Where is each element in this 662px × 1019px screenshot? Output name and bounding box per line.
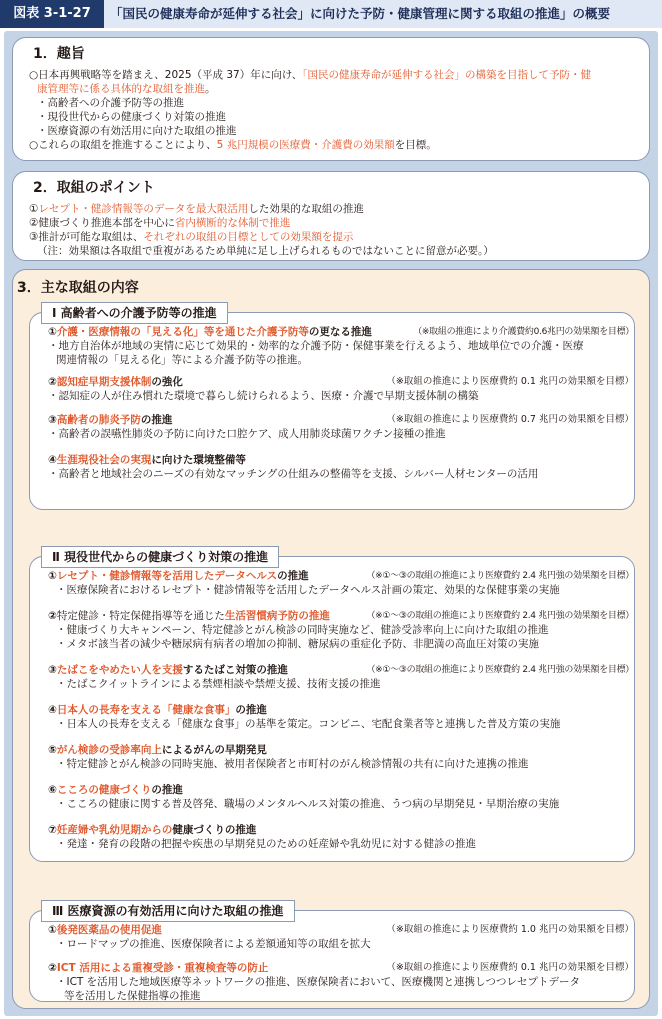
section-title: 1．趣旨 <box>33 46 85 62</box>
effect-note: （※取組の推進により医療費約 1.0 兆円の効果額を目標） <box>386 924 634 935</box>
group-working-age-health <box>29 556 635 862</box>
initiative-item: ⑤ がん検診の受診率向上 によるがんの早期発見 ・特定健診とがん検診の同時実施、被用者保険者と市町村のがん検診情報の共有に向けた連携の推進 <box>48 743 636 771</box>
figure-header <box>0 0 662 28</box>
item-bullet: ・特定健診とがん検診の同時実施、被用者保険者と市町村のがん検診情報の共有に向けた連携の推進 <box>56 758 529 770</box>
point-2: ②健康づくり推進本部を中心に省内横断的な体制で推進 <box>29 217 291 229</box>
purpose-bullet: ・現役世代からの健康づくり対策の推進 <box>37 111 226 123</box>
initiative-item: ⑥ こころの健康づくり の推進 ・こころの健康に関する普及啓発、職場のメンタルヘルス対策の推進、うつ病の早期発見・早期治療の実施 <box>48 783 636 811</box>
section-title: 3．主な取組の内容 <box>17 280 139 296</box>
item-bullet: ・健康づくり大キャンペーン、特定健診とがん検診の同時実施など、健診受診率向上に向けた取組の推進 <box>56 624 549 636</box>
initiative-item: ④ 日本人の長寿を支える「健康な食事」 の推進 ・日本人の長寿を支える「健康な食事」の基準を策定。コンビニ、宅配食業者等と連携した普及方策の実施 <box>48 703 636 731</box>
section-purpose <box>12 37 650 161</box>
purpose-paragraph-1: ○日本再興戦略等を踏まえ、2025（平成 37）年に向け、「国民の健康寿命が延伸する社会」の構築を目指して予防・健 <box>29 69 592 81</box>
figure-label: 図表 3-1-27 <box>0 0 104 28</box>
item-bullet: ・高齢者と地域社会のニーズの有効なマッチングの仕組みの整備等を支援、シルバー人材センターの活用 <box>48 468 539 480</box>
effect-note: （※取組の推進により医療費約 0.7 兆円の効果額を目標） <box>386 414 634 425</box>
item-bullet: ・発達・発育の段階の把握や疾患の早期発見のための妊産婦や乳幼児に対する健診の推進 <box>56 838 476 850</box>
group-label: Ⅱ 現役世代からの健康づくり対策の推進 <box>41 546 279 568</box>
effect-note: （※取組の推進により医療費約 0.1 兆円の効果額を目標） <box>386 376 634 387</box>
group-medical-resources <box>29 910 635 1002</box>
item-bullet: ・日本人の長寿を支える「健康な食事」の基準を策定。コンビニ、宅配食業者等と連携した普及方策の実施 <box>56 718 561 730</box>
initiative-item: ① レセプト・健診情報等を活用したデータヘルス の推進 （※①～③の取組の推進により医療費約 2.4 兆円強の効果額を目標） ・医療保険者におけるレセプト・健診情報等を活用したデータヘルス計画の策定、効果的な保健事業の実施 <box>48 570 634 596</box>
item-bullet: ・ICT を活用した地域医療等ネットワークの推進、医療保険者において、医療機関と連携しつつレセプトデータ <box>56 976 580 988</box>
point-3-note: （注：効果額は各取組で重複があるため単純に足し上げられるものではないことに留意が必要。） <box>37 245 494 257</box>
item-bullet: ・地方自治体が地域の実情に応じて効果的・効率的な介護予防・保健事業を行えるよう、地域単位での介護・医療 <box>48 340 584 352</box>
item-bullet: ・メタボ該当者の減少や糖尿病有病者の増加の抑制、糖尿病の重症化予防、非肥満の高血圧対策の実施 <box>56 638 539 650</box>
point-3: ③推計が可能な取組は、それぞれの取組の目標としての効果額を提示 <box>29 231 354 243</box>
initiative-item: ③ たばこをやめたい人を支援 するたばこ対策の推進 （※①～③の取組の推進により医療費約 2.4 兆円強の効果額を目標） ・たばこクイットラインによる禁煙相談や禁煙支援、技術支援の推進 <box>48 664 634 690</box>
group-label: Ⅲ 医療資源の有効活用に向けた取組の推進 <box>41 900 295 922</box>
item-bullet-cont: 関連情報の「見える化」等による介護予防等の推進。 <box>56 354 308 366</box>
initiative-item: ② 認知症早期支援体制 の強化 （※取組の推進により医療費約 0.1 兆円の効果額を目標） ・認知症の人が住み慣れた環境で暮らし続けられるよう、医療・介護で早期支援体制の構築 <box>48 376 634 402</box>
initiative-item: ④ 生涯現役社会の実現 に向けた環境整備等 ・高齢者と地域社会のニーズの有効なマッチングの仕組みの整備等を支援、シルバー人材センターの活用 <box>48 453 636 481</box>
item-bullet: ・ロードマップの推進、医療保険者による差額通知等の取組を拡大 <box>56 938 371 950</box>
item-bullet-cont: 等を活用した保健指導の推進 <box>64 990 201 1002</box>
initiative-item: ⑦ 妊産婦や乳幼児期からの 健康づくりの推進 ・発達・発育の段階の把握や疾患の早期発見のための妊産婦や乳幼児に対する健診の推進 <box>48 823 636 851</box>
initiative-item: ② 特定健診・特定保健指導等を通じた 生活習慣病予防の推進 （※①～③の取組の推進により医療費約 2.4 兆円強の効果額を目標） ・健康づくり大キャンペーン、特定健診とがん検診の同時実施など、健診受診率向上に向けた取組の推進 ・メタボ該当者の減少や糖尿病有病者の増加の抑制、糖尿病の重症化予防、非肥満の高血圧対策の実施 <box>48 610 634 650</box>
effect-note: （※取組の推進により医療費約 0.1 兆円の効果額を目標） <box>386 962 634 973</box>
effect-note: （※取組の推進により介護費約0.6兆円の効果額を目標） <box>413 327 634 337</box>
item-bullet: ・高齢者の誤嚥性肺炎の予防に向けた口腔ケア、成人用肺炎球菌ワクチン接種の推進 <box>48 428 446 440</box>
section-main-initiatives <box>12 269 650 1009</box>
effect-note: （※①～③の取組の推進により医療費約 2.4 兆円強の効果額を目標） <box>366 571 634 581</box>
item-bullet: ・認知症の人が住み慣れた環境で暮らし続けられるよう、医療・介護で早期支援体制の構築 <box>48 390 479 402</box>
effect-note: （※①～③の取組の推進により医療費約 2.4 兆円強の効果額を目標） <box>366 665 634 675</box>
figure-body <box>4 31 658 1016</box>
group-elderly-care-prevention <box>29 312 635 510</box>
item-bullet: ・医療保険者におけるレセプト・健診情報等を活用したデータヘルス計画の策定、効果的な保健事業の実施 <box>56 584 560 596</box>
purpose-bullet: ・高齢者への介護予防等の推進 <box>37 97 184 109</box>
initiative-item: ② ICT 活用による重複受診・重複検査等の防止 （※取組の推進により医療費約 0.1 兆円の効果額を目標） ・ICT を活用した地域医療等ネットワークの推進、医療保険者において、医療機関と連携しつつレセプトデータ 等を活用した保健指導の推進 <box>48 962 634 1002</box>
initiative-item: ① 後発医薬品の使用促進 （※取組の推進により医療費約 1.0 兆円の効果額を目標） ・ロードマップの推進、医療保険者による差額通知等の取組を拡大 <box>48 924 634 950</box>
group-label: Ⅰ 高齢者への介護予防等の推進 <box>41 302 228 324</box>
point-1: ①レセプト・健診情報等のデータを最大限活用した効果的な取組の推進 <box>29 203 364 215</box>
effect-note: （※①～③の取組の推進により医療費約 2.4 兆円強の効果額を目標） <box>366 611 634 621</box>
section-points <box>12 171 650 261</box>
figure-title: 「国民の健康寿命が延伸する社会」に向けた予防・健康管理に関する取組の推進」の概要 <box>104 0 662 28</box>
item-bullet: ・たばこクイットラインによる禁煙相談や禁煙支援、技術支援の推進 <box>56 678 381 690</box>
purpose-paragraph-2: ○これらの取組を推進することにより、5 兆円規模の医療費・介護費の効果額を目標。 <box>29 139 437 151</box>
purpose-bullet: ・医療資源の有効活用に向けた取組の推進 <box>37 125 237 137</box>
purpose-paragraph-1-cont: 康管理等に係る具体的な取組を推進。 <box>37 83 216 95</box>
section-title: 2．取組のポイント <box>33 180 155 196</box>
item-bullet: ・こころの健康に関する普及啓発、職場のメンタルヘルス対策の推進、うつ病の早期発見・早期治療の実施 <box>56 798 560 810</box>
initiative-item: ③ 高齢者の肺炎予防 の推進 （※取組の推進により医療費約 0.7 兆円の効果額を目標） ・高齢者の誤嚥性肺炎の予防に向けた口腔ケア、成人用肺炎球菌ワクチン接種の推進 <box>48 414 634 440</box>
initiative-item: ① 介護・医療情報の「見える化」等を通じた介護予防等 の更なる推進 （※取組の推進により介護費約0.6兆円の効果額を目標） ・地方自治体が地域の実情に応じて効果的・効率的な介護予防・保健事業を行えるよう、地域単位での介護・医療 関連情報の「見える化」等による介護予防等の推進。 <box>48 326 634 366</box>
